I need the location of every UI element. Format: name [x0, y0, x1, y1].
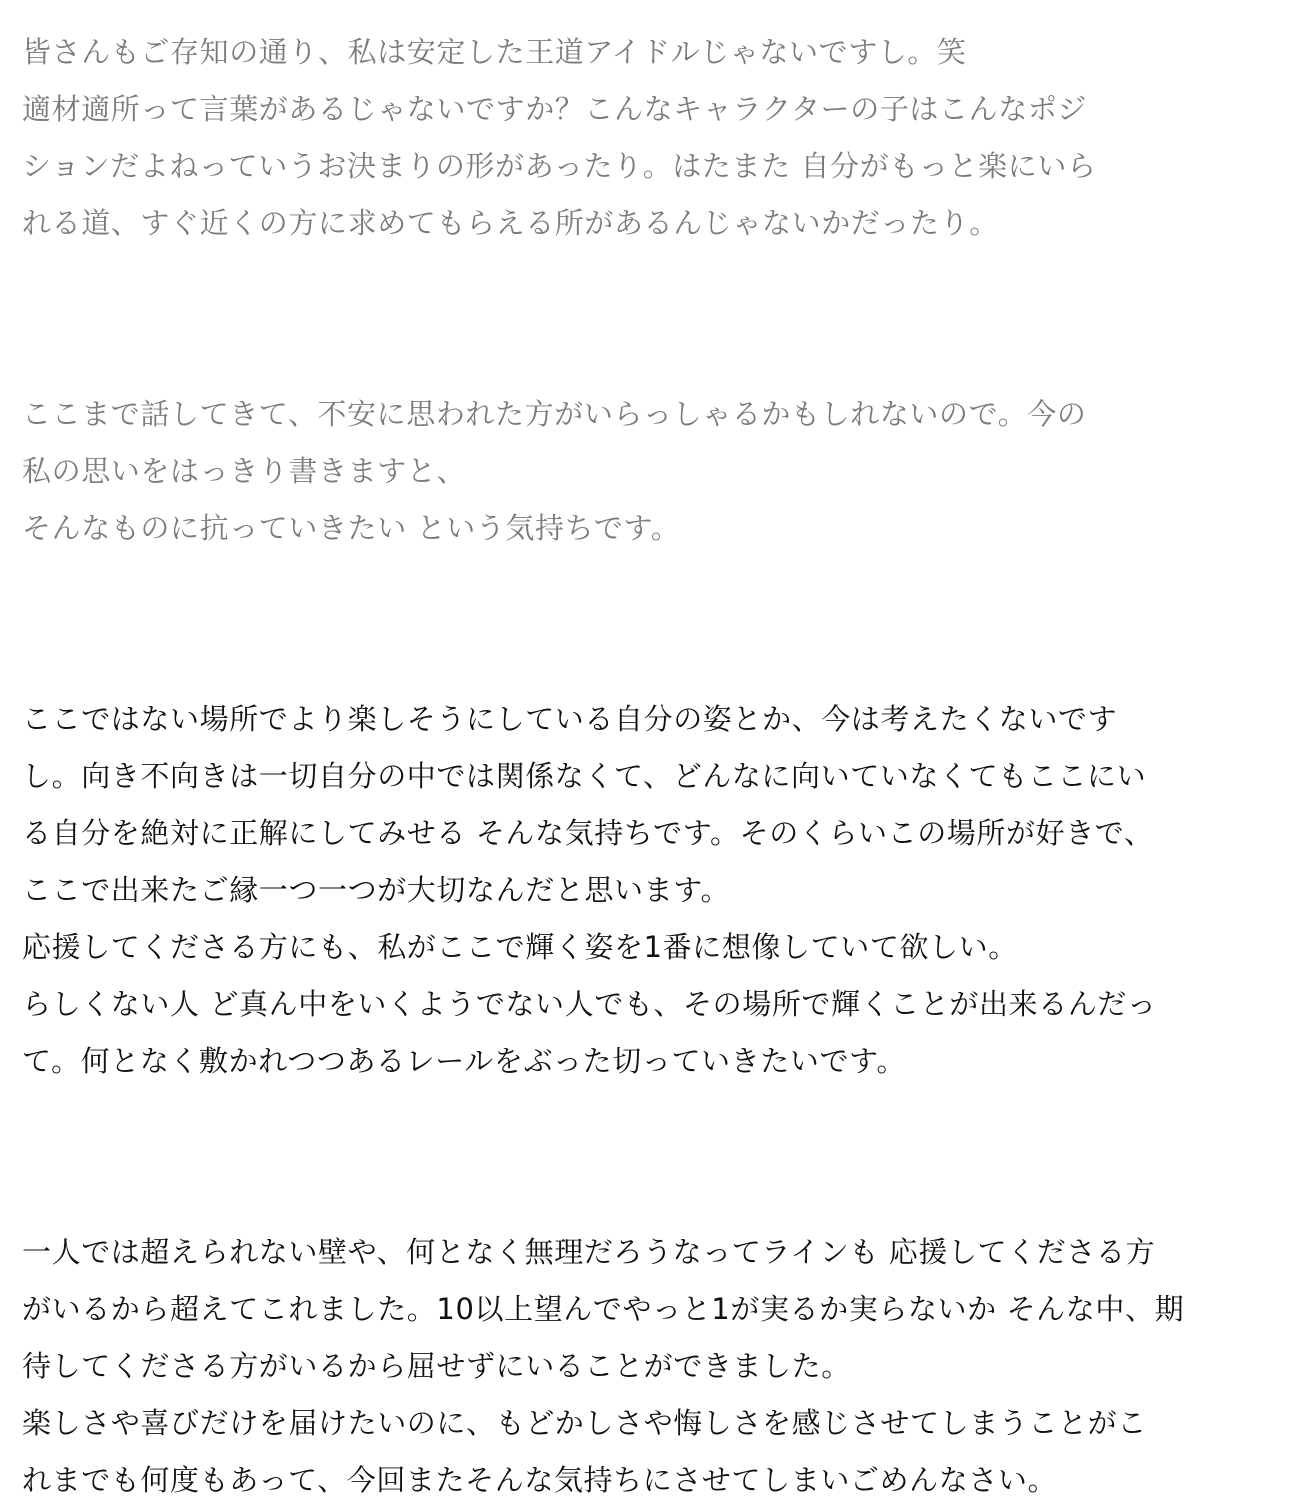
- text-line: ションだよねっていうお決まりの形があったり。はたまた 自分がもっと楽にいら: [22, 149, 1097, 183]
- paragraph-3: [22, 691, 1284, 1090]
- text-line: る自分を絶対に正解にしてみせる そんな気持ちです。そのくらいこの場所が好きで、: [22, 816, 1154, 850]
- text-line: ここではない場所でより楽しそうにしている自分の姿とか、今は考えたくないです: [22, 702, 1118, 736]
- paragraph-1: [22, 24, 1284, 252]
- text-line: 皆さんもご存知の通り、私は安定した王道アイドルじゃないですし。笑: [22, 35, 967, 69]
- paragraph-4: [22, 1224, 1284, 1509]
- text-line: そんなものに抗っていきたい という気持ちです。: [22, 511, 681, 545]
- paragraph-spacer: [22, 557, 1284, 691]
- text-line: 応援してくださる方にも、私がここで輝く姿を1番に想像していて欲しい。: [22, 930, 1018, 964]
- text-line: れまでも何度もあって、今回またそんな気持ちにさせてしまいごめんなさい。: [22, 1463, 1058, 1497]
- text-line: 適材適所って言葉があるじゃないですか？こんなキャラクターの子はこんなポジ: [22, 92, 1088, 126]
- text-line: し。向き不向きは一切自分の中では関係なくて、どんなに向いていなくてもここにい: [22, 759, 1147, 793]
- text-line: 待してくださる方がいるから屈せずにいることができました。: [22, 1349, 851, 1383]
- text-line: らしくない人 ど真ん中をいくようでない人でも、その場所で輝くことが出来るんだっ: [22, 987, 1157, 1021]
- text-line: 楽しさや喜びだけを届けたいのに、もどかしさや悔しさを感じさせてしまうことがこ: [22, 1406, 1147, 1440]
- paragraph-spacer: [22, 252, 1284, 386]
- text-line: 私の思いをはっきり書きますと、: [22, 454, 467, 488]
- text-line: れる道、すぐ近くの方に求めてもらえる所があるんじゃないかだったり。: [22, 206, 999, 240]
- text-line: て。何となく敷かれつつあるレールをぶった切っていきたいです。: [22, 1044, 906, 1078]
- article-body: [22, 24, 1284, 1509]
- text-line: ここまで話してきて、不安に思われた方がいらっしゃるかもしれないので。今の: [22, 397, 1087, 431]
- paragraph-spacer: [22, 1090, 1284, 1224]
- text-line: 一人では超えられない壁や、何となく無理だろうなってラインも 応援してくださる方: [22, 1235, 1156, 1269]
- text-line: がいるから超えてこれました。10以上望んでやっと1が実るか実らないか そんな中、期: [22, 1292, 1185, 1326]
- paragraph-2: [22, 386, 1284, 557]
- text-line: ここで出来たご縁一つ一つが大切なんだと思います。: [22, 873, 731, 907]
